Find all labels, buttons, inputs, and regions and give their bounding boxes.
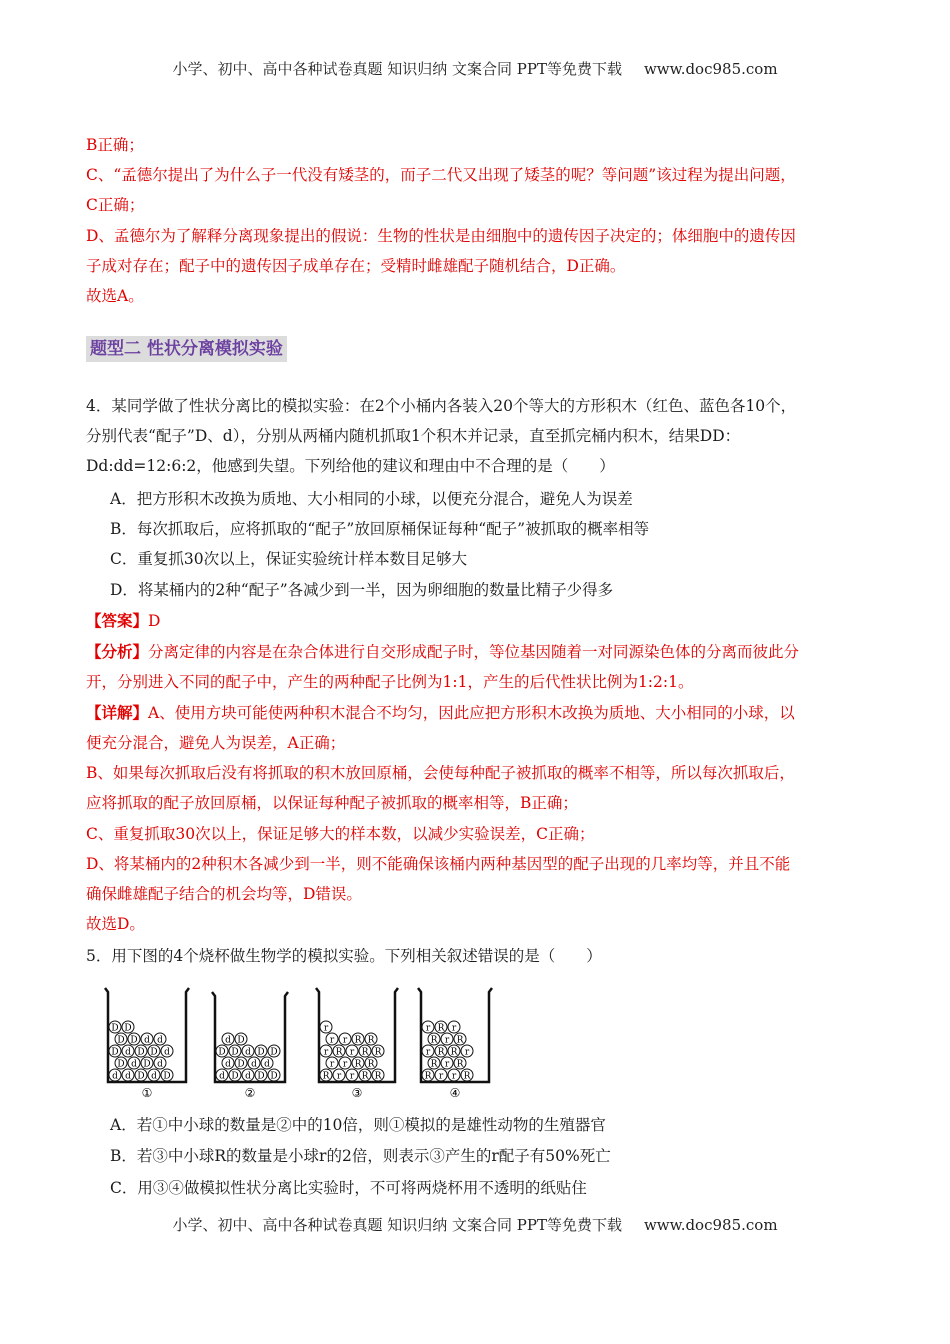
ball-label: R <box>456 1059 464 1070</box>
detail-line <box>86 703 876 723</box>
ball-label: r <box>425 1023 431 1034</box>
ball-label: R <box>335 1047 343 1058</box>
ball-label: r <box>323 1047 329 1058</box>
ball-label: D <box>111 1023 119 1034</box>
ball-label: D <box>137 1047 145 1058</box>
question-4-stem: Dd:dd=12:6:2，他感到失望。下列给他的建议和理由中不合理的是（ ） <box>86 457 615 475</box>
ball-label: r <box>323 1023 329 1034</box>
beaker-label: ② <box>244 1086 256 1100</box>
ball-label: d <box>219 1071 225 1082</box>
ball-label: d <box>164 1047 170 1058</box>
header-url[interactable]: www.doc985.com <box>643 60 778 78</box>
detail-text: B、如果每次抓取后没有将抓取的积木放回原桶，会使每种配子被抓取的概率不相等，所以每次抓取后， <box>86 764 795 782</box>
detail-text: 确保雌雄配子结合的机会均等，D错误。 <box>86 885 362 903</box>
section-title: 题型二 性状分离模拟实验 <box>86 336 287 362</box>
ball-label: d <box>157 1035 163 1046</box>
text-line: C、“孟德尔提出了为什么子一代没有矮茎的，而子二代又出现了矮茎的呢？等问题”该过程为提出问题， <box>86 166 796 184</box>
text-line: C正确； <box>86 196 145 214</box>
ball-label: D <box>257 1047 265 1058</box>
option-b: B．每次抓取后，应将抓取的“配子”放回原桶保证每种“配子”被抓取的概率相等 <box>110 520 650 538</box>
ball-label: D <box>270 1071 278 1082</box>
ball-label: D <box>111 1047 119 1058</box>
ball-label: R <box>354 1059 362 1070</box>
detail-text: D、将某桶内的2种积木各减少到一半，则不能确保该桶内两种基因型的配子出现的几率均等，并且不能 <box>86 855 791 873</box>
ball-label: d <box>251 1059 257 1070</box>
ball-label: D <box>137 1071 145 1082</box>
page-footer <box>0 1214 950 1235</box>
page-header <box>0 58 950 79</box>
ball-label: D <box>257 1071 265 1082</box>
detail-text: C、重复抓取30次以上，保证足够大的样本数，以减少实验误差，C正确； <box>86 825 595 843</box>
analysis-text: 分离定律的内容是在杂合体进行自交形成配子时，等位基因随着一对同源染色体的分离而彼此分 <box>148 643 800 661</box>
header-text: 小学、初中、高中各种试卷真题 知识归纳 文案合同 PPT等免费下载 <box>172 60 622 78</box>
answer-value: D <box>148 612 161 630</box>
ball-label: r <box>342 1059 348 1070</box>
ball-label: D <box>143 1059 151 1070</box>
option-c: C．用③④做模拟性状分离比实验时，不可将两烧杯用不透明的纸贴住 <box>110 1179 587 1197</box>
answer-tag: 【答案】 <box>86 611 149 630</box>
ball-label: R <box>361 1071 369 1082</box>
footer-text: 小学、初中、高中各种试卷真题 知识归纳 文案合同 PPT等免费下载 <box>172 1216 622 1234</box>
option-b: B．若③中小球R的数量是小球r的2倍，则表示③产生的r配子有50%死亡 <box>110 1147 611 1165</box>
ball-label: r <box>464 1047 470 1058</box>
ball-label: r <box>336 1071 342 1082</box>
ball-label: R <box>322 1071 330 1082</box>
ball-label: R <box>437 1023 445 1034</box>
ball-label: r <box>438 1071 444 1082</box>
detail-text: 应将抓取的配子放回原桶，以保证每种配子被抓取的概率相等，B正确； <box>86 794 578 812</box>
beakers-figure <box>100 980 520 1100</box>
ball-label: r <box>451 1023 457 1034</box>
ball-label: R <box>450 1047 458 1058</box>
analysis-text: 开，分别进入不同的配子中，产生的两种配子比例为1:1，产生的后代性状比例为1:2:1。 <box>86 673 694 691</box>
ball-label: d <box>131 1059 137 1070</box>
ball-label: D <box>163 1071 171 1082</box>
beaker-label: ① <box>141 1086 153 1100</box>
ball-label: r <box>444 1035 450 1046</box>
beaker-label: ③ <box>351 1086 363 1100</box>
ball-label: d <box>245 1047 251 1058</box>
ball-label: r <box>329 1035 335 1046</box>
option-a: A．把方形积木改换为质地、大小相同的小球，以便充分混合，避免人为误差 <box>110 490 633 508</box>
ball-label: d <box>112 1071 118 1082</box>
ball-label: r <box>451 1071 457 1082</box>
ball-label: d <box>144 1035 150 1046</box>
ball-label: d <box>225 1059 231 1070</box>
ball-label: R <box>374 1071 382 1082</box>
beaker-label: ④ <box>449 1086 461 1100</box>
option-c: C．重复抓30次以上，保证实验统计样本数目足够大 <box>110 550 468 568</box>
ball-label: r <box>342 1035 348 1046</box>
analysis-line <box>86 642 876 662</box>
ball-label: R <box>361 1047 369 1058</box>
detail-text: 便充分混合，避免人为误差，A正确； <box>86 734 346 752</box>
text-line: 子成对存在；配子中的遗传因子成单存在；受精时雌雄配子随机结合，D正确。 <box>86 257 626 275</box>
ball-label: D <box>237 1059 245 1070</box>
ball-label: R <box>424 1071 432 1082</box>
question-4-stem: 4．某同学做了性状分离比的模拟实验：在2个小桶内各装入20个等大的方形积木（红色、蓝色各10个， <box>86 397 797 415</box>
ball-label: D <box>218 1047 226 1058</box>
ball-label: D <box>231 1071 239 1082</box>
ball-label: R <box>437 1047 445 1058</box>
ball-label: r <box>425 1047 431 1058</box>
ball-label: R <box>463 1071 471 1082</box>
ball-label: D <box>130 1035 138 1046</box>
ball-label: D <box>117 1059 125 1070</box>
ball-label: D <box>270 1047 278 1058</box>
ball-label: R <box>354 1035 362 1046</box>
ball-label: d <box>125 1071 131 1082</box>
ball-label: r <box>349 1071 355 1082</box>
ball-label: r <box>444 1059 450 1070</box>
ball-label: d <box>225 1035 231 1046</box>
ball-label: R <box>374 1047 382 1058</box>
option-d: D．将某桶内的2种“配子”各减少到一半，因为卵细胞的数量比精子少得多 <box>110 581 614 599</box>
question-5-stem: 5．用下图的4个烧杯做生物学的模拟实验。下列相关叙述错误的是（ ） <box>86 947 602 965</box>
ball-label: d <box>125 1047 131 1058</box>
ball-label: d <box>157 1059 163 1070</box>
detail-tag: 【详解】 <box>86 703 149 722</box>
answer-line <box>86 611 876 631</box>
option-a: A．若①中小球的数量是②中的10倍，则①模拟的是雄性动物的生殖器官 <box>110 1116 606 1134</box>
ball-label: r <box>349 1047 355 1058</box>
ball-label: R <box>430 1059 438 1070</box>
text-line: B正确； <box>86 136 144 154</box>
ball-label: D <box>117 1035 125 1046</box>
detail-text: A、使用方块可能使两种积木混合不均匀，因此应把方形积木改换为质地、大小相同的小球，以 <box>148 704 795 722</box>
text-line: 故选A。 <box>86 287 144 305</box>
question-4-stem: 分别代表“配子”D、d），分别从两桶内随机抓取1个积木并记录，直至抓完桶内积木，结果DD： <box>86 427 741 445</box>
detail-text: 故选D。 <box>86 915 145 933</box>
ball-label: R <box>367 1035 375 1046</box>
ball-label: R <box>456 1035 464 1046</box>
ball-label: D <box>150 1047 158 1058</box>
text-line: D、孟德尔为了解释分离现象提出的假说：生物的性状是由细胞中的遗传因子决定的；体细胞中的遗传因 <box>86 227 796 245</box>
analysis-tag: 【分析】 <box>86 642 149 661</box>
ball-label: R <box>367 1059 375 1070</box>
ball-label: D <box>231 1047 239 1058</box>
ball-label: D <box>237 1035 245 1046</box>
ball-label: r <box>329 1059 335 1070</box>
ball-label: d <box>245 1071 251 1082</box>
footer-url[interactable]: www.doc985.com <box>643 1216 778 1234</box>
ball-label: D <box>124 1023 132 1034</box>
ball-label: R <box>430 1035 438 1046</box>
ball-label: d <box>264 1059 270 1070</box>
ball-label: d <box>151 1071 157 1082</box>
